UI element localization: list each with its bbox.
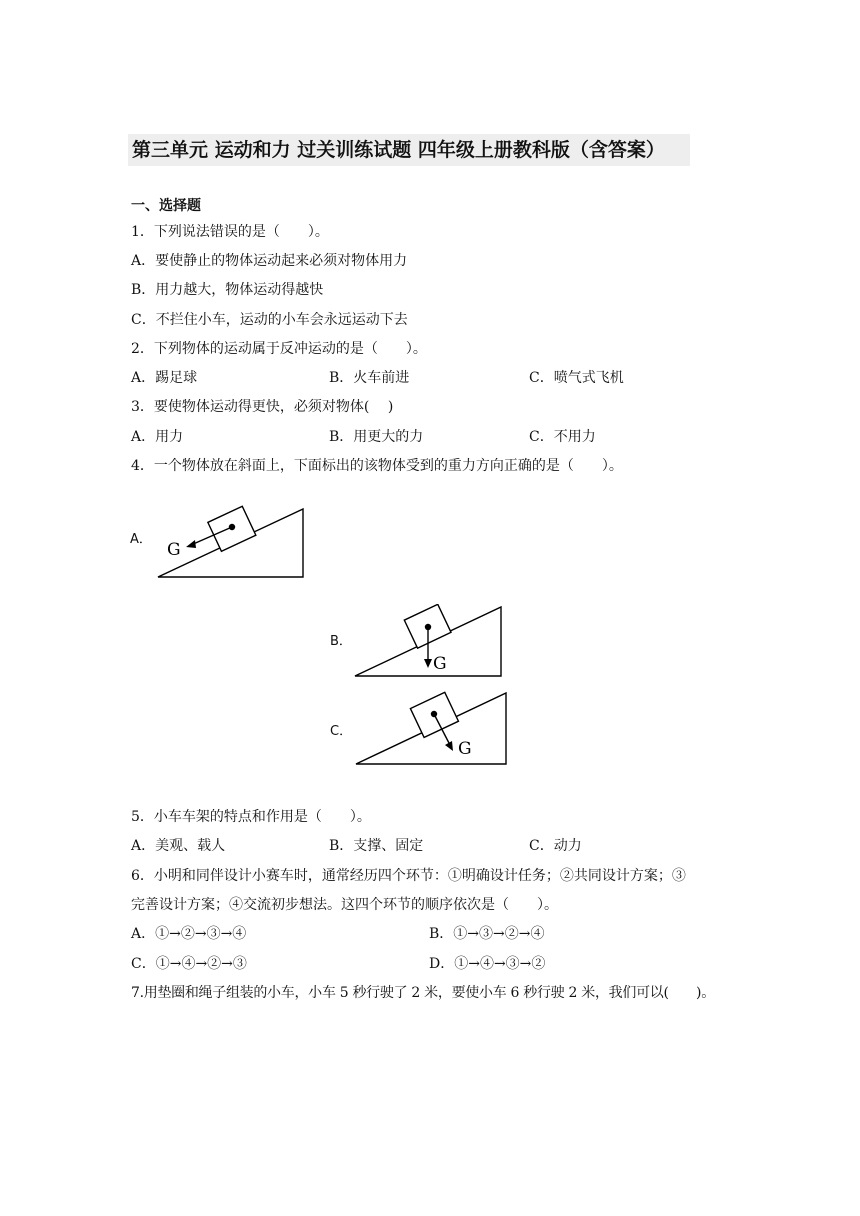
document-title: 第三单元 运动和力 过关训练试题 四年级上册教科版（含答案） [128, 134, 690, 166]
question-6-option-a: A．①→②→③→④ [131, 926, 247, 942]
incline-diagram-a [155, 505, 307, 581]
force-label-a: G [167, 540, 181, 560]
question-6-option-b: B．①→③→②→④ [429, 926, 545, 942]
incline-diagram-c [354, 690, 510, 768]
question-3-stem: 3．要使物体运动得更快，必须对物体( ) [131, 399, 394, 415]
question-6-option-c: C．①→④→②→③ [131, 956, 247, 972]
question-6-stem-line-2: 完善设计方案；④交流初步想法。这四个环节的顺序依次是（ ）。 [131, 897, 558, 913]
question-5-option-b: B．支撑、固定 [329, 838, 424, 854]
question-5-option-a: A．美观、载人 [131, 838, 226, 854]
question-5-option-c: C．动力 [529, 838, 582, 854]
question-7-stem: 7.用垫圈和绳子组装的小车，小车 5 秒行驶了 2 米，要使小车 6 秒行驶 2 米，我们可以( )。 [131, 985, 715, 1001]
question-1-option-c: C．不拦住小车，运动的小车会永远运动下去 [131, 312, 408, 328]
diagram-c-letter: C． [330, 724, 353, 739]
question-3-option-c: C．不用力 [529, 429, 596, 445]
question-1-option-a: A．要使静止的物体运动起来必须对物体用力 [131, 253, 408, 269]
question-6-option-d: D．①→④→③→② [429, 956, 546, 972]
question-2-stem: 2．下列物体的运动属于反冲运动的是（ ）。 [131, 341, 427, 357]
force-label-c: G [458, 739, 472, 759]
question-3-option-b: B．用更大的力 [329, 429, 424, 445]
diagram-b-letter: B． [330, 634, 352, 649]
force-label-b: G [433, 654, 447, 674]
question-5-stem: 5．小车车架的特点和作用是（ ）。 [131, 809, 371, 825]
question-2-option-b: B．火车前进 [329, 370, 410, 386]
question-6-stem-line-1: 6．小明和同伴设计小赛车时，通常经历四个环节：①明确设计任务；②共同设计方案；③ [131, 868, 686, 884]
diagram-a-letter: A． [130, 532, 152, 547]
question-1-option-b: B．用力越大，物体运动得越快 [131, 282, 324, 298]
question-2-option-a: A．踢足球 [131, 370, 198, 386]
question-3-option-a: A．用力 [131, 429, 184, 445]
incline-diagram-b [353, 604, 505, 680]
section-heading: 一、选择题 [131, 198, 201, 214]
force-arrow-b-head [424, 659, 432, 668]
question-4-stem: 4．一个物体放在斜面上，下面标出的该物体受到的重力方向正确的是（ ）。 [131, 458, 623, 474]
question-1-stem: 1．下列说法错误的是（ ）。 [131, 224, 329, 240]
question-2-option-c: C．喷气式飞机 [529, 370, 624, 386]
force-arrow-a-head [186, 540, 196, 548]
